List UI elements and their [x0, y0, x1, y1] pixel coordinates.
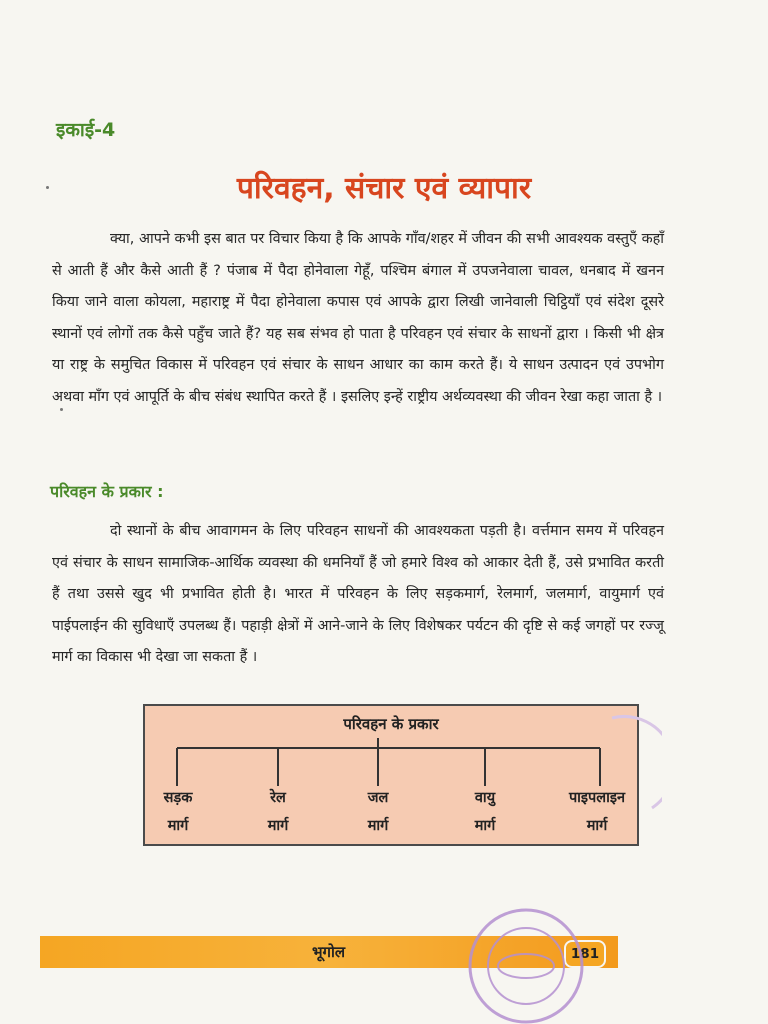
- diagram-node-water: [333, 784, 423, 840]
- diagram-title: परिवहन के प्रकार: [343, 715, 439, 733]
- node-label: पाइपलाइन: [568, 790, 626, 806]
- node-sublabel: मार्ग: [167, 818, 189, 834]
- node-label: रेल: [270, 790, 286, 806]
- page-number: 181: [564, 940, 606, 968]
- intro-paragraph: [52, 224, 664, 413]
- circular-seal-stamp: [456, 900, 596, 1024]
- footer-subject: भूगोल: [312, 943, 346, 961]
- node-sublabel: मार्ग: [586, 818, 608, 834]
- chapter-title: परिवहन, संचार एवं व्यापार: [236, 171, 532, 206]
- diagram-node-rail: [233, 784, 323, 840]
- transport-types-diagram: [143, 704, 639, 846]
- node-label: सड़क: [163, 790, 193, 806]
- node-sublabel: मार्ग: [267, 818, 289, 834]
- diagram-node-road: [133, 784, 223, 840]
- node-sublabel: मार्ग: [474, 818, 496, 834]
- node-label: वायु: [474, 790, 496, 806]
- section-paragraph: [52, 516, 664, 674]
- node-label: जल: [367, 790, 389, 806]
- intro-paragraph-text: क्या, आपने कभी इस बात पर विचार किया है कि आपके गाँव/शहर में जीवन की सभी आवश्यक वस्तुएँ कहाँ से आती हैं और कैसे आती हैं ? पंजाब में पैदा होनेवाला गेहूँ, पश्चिम बंगाल में उपजनेवाला चावल, धनबाद में खनन किया जाने वाला कोयला, महाराष्ट्र में पैदा होनेवाला कपास एवं आपके द्वारा लिखी जानेवाली चिट्ठियाँ एवं संदेश दूसरे स्थानों एवं लोगों तक कैसे पहुँच जाते हैं? यह सब संभव हो पाता है परिवहन एवं संचार के साधनों द्वारा । किसी भी क्षेत्र या राष्ट्र के समुचित विकास में परिवहन एवं संचार के साधन आधार का काम करते हैं। ये साधन उत्पादन एवं उपभोग अथवा माँग एवं आपूर्ति के बीच संबंध स्थापित करते हैं । इसलिए इन्हें राष्ट्रीय अर्थव्यवस्था की जीवन रेखा कहा जाता है ।: [52, 231, 664, 405]
- section-heading: परिवहन के प्रकार :: [50, 482, 164, 501]
- section-paragraph-text: दो स्थानों के बीच आवागमन के लिए परिवहन साधनों की आवश्यकता पड़ती है। वर्त्तमान समय में परिवहन एवं संचार के साधन सामाजिक-आर्थिक व्यवस्था की धमनियाँ हैं जो हमारे विश्व को आकार देती हैं, उसे प्रभावित करती हैं तथा उससे खुद भी प्रभावित होती है। भारत में परिवहन के लिए सड़कमार्ग, रेलमार्ग, जलमार्ग, वायुमार्ग एवं पाईपलाईन की सुविधाएँ उपलब्ध हैं। पहाड़ी क्षेत्रों में आने-जाने के लिए विशेषकर पर्यटन की दृष्टि से कई जगहों पर रज्जू मार्ग का विकास भी देखा जा सकता हैं ।: [52, 523, 664, 665]
- faint-stamp-mark: [592, 708, 662, 818]
- diagram-node-air: [440, 784, 530, 840]
- unit-label: इकाई-4: [56, 119, 116, 141]
- node-sublabel: मार्ग: [367, 818, 389, 834]
